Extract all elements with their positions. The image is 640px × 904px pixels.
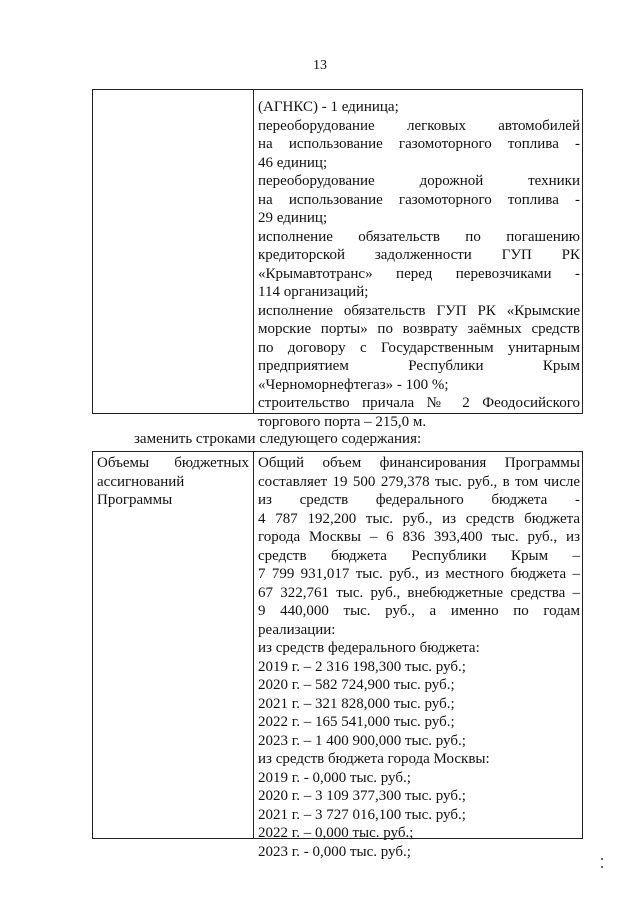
text-line: 2021 г. – 321 828,000 тыс. руб.;	[258, 695, 455, 712]
text-line: 9 440,000 тыс. руб., а именно по годам	[258, 603, 580, 619]
text-line: морские порты» по возврату заёмных средств	[258, 321, 580, 337]
text-line: 2019 г. – 2 316 198,300 тыс. руб.;	[258, 658, 466, 675]
text-line: по договору с Государственным унитарным	[258, 339, 580, 356]
label-line: Программы	[97, 492, 173, 508]
text-line: переоборудование легковых автомобилей	[258, 117, 580, 134]
replace-instruction: заменить строками следующего содержания:	[134, 431, 422, 447]
column-divider	[253, 452, 254, 838]
previous-program-table	[92, 89, 583, 430]
text-line: переоборудование дорожной техники	[258, 173, 580, 189]
text-line: 2020 г. – 582 724,900 тыс. руб.;	[258, 677, 455, 693]
text-line: 7 799 931,017 тыс. руб., из местного бюджета –	[258, 566, 580, 582]
label-line: Объемы бюджетных	[97, 455, 249, 471]
text-line: исполнение обязательств ГУП РК «Крымские	[258, 302, 580, 319]
text-line: (АГНКС) - 1 единица;	[258, 99, 399, 115]
previous-program-results-cell	[258, 98, 580, 431]
text-line: предприятием Республики Крым	[258, 358, 580, 374]
budget-allocation-value-cell	[258, 454, 580, 861]
label-line: ассигнований	[97, 473, 185, 490]
text-line: «Черноморнефтегаз» - 100 %;	[258, 376, 449, 393]
text-line: строительство причала № 2 Феодосийского	[258, 395, 580, 411]
text-line: 2023 г. - 0,000 тыс. руб.;	[258, 843, 411, 860]
text-line: 67 322,761 тыс. руб., внебюджетные средства –	[258, 584, 580, 601]
text-line: Общий объем финансирования Программы	[258, 455, 580, 471]
column-divider	[253, 90, 254, 413]
budget-allocation-label-cell	[97, 454, 249, 510]
scan-speck	[601, 858, 603, 860]
text-line: 2019 г. - 0,000 тыс. руб.;	[258, 769, 411, 786]
text-line: кредиторской задолженности ГУП РК	[258, 247, 580, 263]
text-line: 2023 г. – 1 400 900,000 тыс. руб.;	[258, 732, 466, 749]
text-line: 2020 г. – 3 109 377,300 тыс. руб.;	[258, 788, 466, 804]
text-line: 29 единиц;	[258, 210, 328, 226]
text-line: средств бюджета Республики Крым –	[258, 547, 580, 564]
page-number: 13	[313, 58, 327, 73]
text-line: города Москвы – 6 836 393,400 тыс. руб., из	[258, 529, 580, 545]
text-line: из средств бюджета города Москвы:	[258, 751, 490, 767]
text-line: 4 787 192,200 тыс. руб., из средств бюджета	[258, 510, 580, 527]
text-line: составляет 19 500 279,378 тыс. руб., в том числе	[258, 473, 580, 490]
scan-speck	[601, 866, 603, 868]
text-line: 2021 г. – 3 727 016,100 тыс. руб.;	[258, 806, 466, 823]
text-line: из средств федерального бюджета:	[258, 640, 480, 656]
text-line: торгового порта – 215,0 м.	[258, 413, 427, 430]
text-line: 46 единиц;	[258, 154, 328, 171]
text-line: 2022 г. – 0,000 тыс. руб.;	[258, 825, 414, 841]
text-line: реализации:	[258, 621, 336, 638]
text-line: из средств федерального бюджета -	[258, 492, 580, 508]
text-line: на использование газомоторного топлива -	[258, 136, 580, 152]
text-line: «Крымавтотранс» перед перевозчиками -	[258, 265, 580, 282]
budget-allocation-table	[92, 451, 583, 860]
text-line: на использование газомоторного топлива -	[258, 191, 580, 208]
text-line: исполнение обязательств по погашению	[258, 228, 580, 245]
text-line: 114 организаций;	[258, 284, 369, 300]
text-line: 2022 г. – 165 541,000 тыс. руб.;	[258, 714, 455, 730]
